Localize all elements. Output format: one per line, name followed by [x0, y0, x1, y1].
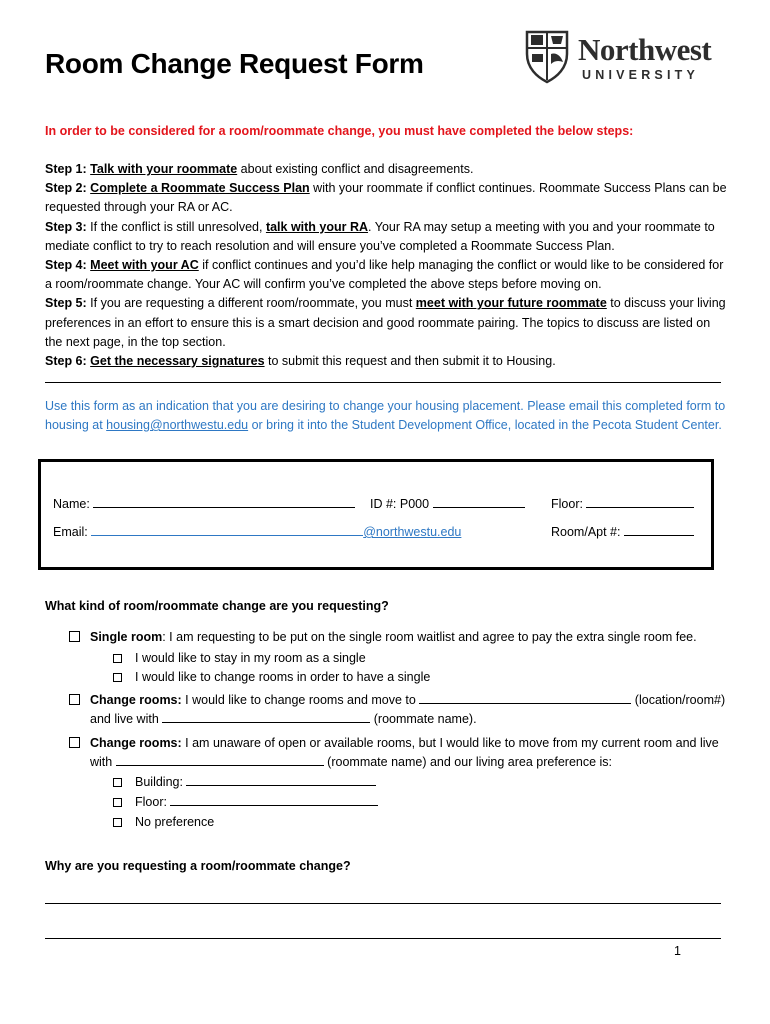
building-option — [135, 773, 376, 792]
step-text: to discuss your living preferences in an effort to ensure this is a smart decision and good roommate pairing. The topics to discuss are listed on the next page, in the top section. — [45, 296, 726, 349]
step-text: to submit this request and then submit it to Housing. — [264, 354, 556, 369]
student-info-box — [38, 459, 714, 570]
housing-email-link[interactable]: housing@northwestu.edu — [106, 418, 249, 432]
instructions-intro: In order to be considered for a room/roommate change, you must have completed the below steps: — [45, 124, 634, 138]
building-checkbox[interactable] — [113, 778, 122, 787]
option-text: (roommate name). — [370, 712, 477, 727]
page-number: 1 — [674, 944, 681, 958]
option-text: with — [90, 755, 116, 770]
steps-list — [45, 160, 730, 371]
change-type-question: What kind of room/roommate change are you requesting? — [45, 599, 389, 613]
id-field[interactable] — [370, 495, 525, 511]
no-preference-checkbox[interactable] — [113, 818, 122, 827]
step-3 — [45, 218, 730, 256]
option-text: (roommate name) and our living area preference is: — [323, 755, 613, 770]
step-label: Step 4: — [45, 258, 87, 273]
single-room-option — [90, 628, 730, 647]
option-text: (location/room#) — [631, 693, 726, 707]
location-input-line[interactable] — [419, 691, 631, 704]
step-label: Step 1: — [45, 162, 87, 176]
option-label: Single room — [90, 630, 163, 644]
reason-question: Why are you requesting a room/roommate change? — [45, 859, 351, 873]
id-label: ID #: P000 — [370, 497, 430, 511]
room-field[interactable] — [551, 523, 694, 539]
future-roommate-input-line[interactable] — [116, 753, 324, 766]
email-field[interactable] — [53, 523, 461, 539]
step-4 — [45, 256, 730, 294]
step-6 — [45, 352, 730, 371]
building-input-line[interactable] — [186, 773, 376, 786]
floor-pref-checkbox[interactable] — [113, 798, 122, 807]
option-text: I would like to change rooms and move to — [181, 693, 420, 707]
change-rooms-known-option — [90, 691, 730, 729]
change-rooms-unknown-checkbox[interactable] — [69, 737, 80, 748]
section-divider — [45, 382, 721, 383]
shield-crest-icon — [524, 28, 570, 84]
option-text: and live with — [90, 712, 163, 727]
floor-label: Floor: — [551, 497, 583, 511]
step-text: If you are requesting a different room/roommate, you must — [86, 296, 416, 311]
floor-pref-label: Floor: — [135, 795, 167, 809]
step-3-link[interactable]: talk with your RA — [265, 219, 369, 234]
email-domain: @northwestu.edu — [363, 525, 462, 539]
email-input-line[interactable] — [91, 523, 363, 536]
step-2-link[interactable]: Complete a Roommate Success Plan — [90, 181, 310, 196]
logo-subtitle: UNIVERSITY — [582, 68, 700, 82]
step-text: with your roommate if conflict continues. Roommate Success Plans can be requested through your RA or AC. — [45, 181, 727, 215]
option-label: Change rooms: — [90, 736, 182, 750]
change-single-option: I would like to change rooms in order to have a single — [135, 670, 431, 684]
step-5 — [45, 294, 730, 352]
reason-answer-line-1[interactable] — [45, 903, 721, 904]
logo-wordmark: Northwest — [578, 32, 712, 67]
floor-pref-option — [135, 793, 378, 812]
floor-input-line[interactable] — [586, 495, 694, 508]
change-rooms-known-checkbox[interactable] — [69, 694, 80, 705]
id-input-line[interactable] — [433, 495, 525, 508]
room-label: Room/Apt #: — [551, 525, 621, 539]
submission-note — [45, 397, 730, 435]
option-text: I am unaware of open or available rooms, but I would like to move from my current room and live — [181, 736, 719, 750]
step-text: If the conflict is still unresolved, — [86, 219, 266, 234]
step-label: Step 2: — [45, 181, 87, 196]
step-2 — [45, 179, 730, 217]
step-4-link[interactable]: Meet with your AC — [90, 258, 199, 273]
floor-pref-input-line[interactable] — [170, 793, 378, 806]
step-text: about existing conflict and disagreements. — [237, 162, 474, 176]
roommate-input-line[interactable] — [162, 710, 370, 723]
step-5-link[interactable]: meet with your future roommate — [415, 296, 607, 311]
name-label: Name: — [53, 497, 90, 511]
step-label: Step 6: — [45, 354, 87, 369]
change-single-checkbox[interactable] — [113, 673, 122, 682]
stay-single-option: I would like to stay in my room as a single — [135, 651, 366, 665]
room-input-line[interactable] — [624, 523, 694, 536]
option-label: Change rooms: — [90, 693, 182, 707]
no-preference-option: No preference — [135, 815, 215, 829]
page-title: Room Change Request Form — [45, 48, 424, 79]
stay-single-checkbox[interactable] — [113, 654, 122, 663]
note-text: Use this form as an indication that you are desiring to change your housing placement. Please email this completed form to housing at — [45, 399, 726, 432]
building-label: Building: — [135, 775, 183, 789]
reason-answer-line-2[interactable] — [45, 938, 721, 939]
step-1 — [45, 160, 730, 179]
step-label: Step 3: — [45, 219, 87, 234]
option-text: : I am requesting to be put on the single room waitlist and agree to pay the extra single room fee. — [162, 630, 697, 644]
step-6-link[interactable]: Get the necessary signatures — [90, 354, 265, 369]
note-text: or bring it into the Student Development Office, located in the Pecota Student Center. — [248, 418, 722, 432]
university-logo — [524, 28, 734, 88]
floor-field[interactable] — [551, 495, 694, 511]
email-label: Email: — [53, 525, 88, 539]
step-1-link[interactable]: Talk with your roommate — [90, 162, 238, 176]
change-rooms-unknown-option — [90, 734, 735, 772]
step-text: . Your RA may setup a meeting with you and your roommate to mediate conflict to try to reach resolution and will ensure you’ve completed a Roommate Success Plan. — [45, 219, 715, 253]
step-label: Step 5: — [45, 296, 87, 311]
step-text: if conflict continues and you’d like help managing the conflict or would like to be considered for a room/roommate change. Your AC will confirm you’ve completed the above steps before moving on. — [45, 258, 724, 292]
single-room-checkbox[interactable] — [69, 631, 80, 642]
name-field[interactable] — [53, 495, 355, 511]
name-input-line[interactable] — [93, 495, 355, 508]
